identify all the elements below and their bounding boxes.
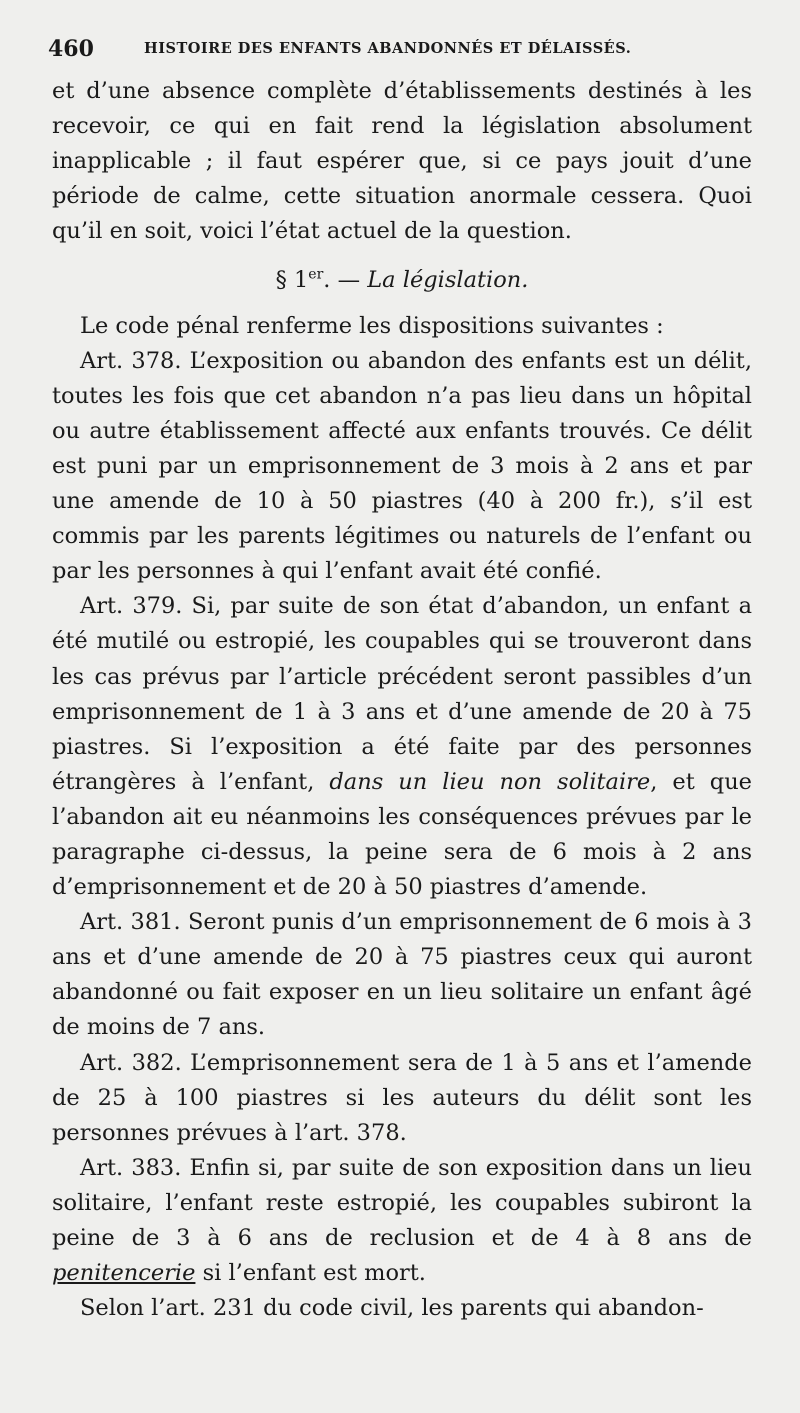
paragraph-art-382: Art. 382. L’emprisonnement sera de 1 à 5 ans et l’amende de 25 à 100 piastres si les auteurs du délit sont les personnes prévues à l’art. 378. [52, 1049, 752, 1146]
section-heading [52, 263, 752, 298]
art-379-text-b: , et que l’abandon ait eu néanmoins les conséquences prévues par le paragraphe ci-dessus, la peine sera de 6 mois à 2 ans d’emprisonnement et de 20 à 50 piastres d’amende. [52, 768, 752, 901]
paragraph-code-civil: Selon l’art. 231 du code civil, les parents qui abandon- [80, 1295, 704, 1322]
paragraph-code-penal: Le code pénal renferme les dispositions suivantes : [80, 312, 664, 339]
running-title: HISTOIRE DES ENFANTS ABANDONNÉS ET DÉLAISSÉS. [144, 40, 632, 57]
page-number: 460 [48, 36, 94, 62]
section-title: La législation. [367, 267, 529, 294]
paragraph-art-378: Art. 378. L’exposition ou abandon des enfants est un délit, toutes les fois que cet abandon n’a pas lieu dans un hôpital ou autre établissement affecté aux enfants trouvés. Ce délit est puni par un emprisonnement de 3 mois à 2 ans et par une amende de 10 à 50 piastres (40 à 200 fr.), s’il est commis par les parents légitimes ou naturels de l’enfant ou par les personnes à qui l’enfant avait été confié. [52, 347, 752, 585]
section-superscript: er [308, 266, 324, 283]
section-separator: . — [323, 267, 368, 294]
art-379-text-a: Art. 379. Si, par suite de son état d’abandon, un enfant a été mutilé ou estropié, les coupables qui se trouveront dans les cas prévus par l’article précédent seront passibles d’un emprisonnement de 1 à 3 ans et d’une amende de 20 à 75 piastres. Si l’exposition a été faite par des personnes étrangères à l’enfant, [52, 593, 752, 795]
art-383-text-a: Art. 383. Enfin si, par suite de son exposition dans un lieu solitaire, l’enfant reste estropié, les coupables subiront la peine de 3 à 6 ans de reclusion et de 4 à 8 ans de [52, 1154, 752, 1251]
art-379-italic: dans un lieu non solitaire [329, 768, 651, 795]
paragraph-art-381: Art. 381. Seront punis d’un emprisonnement de 6 mois à 3 ans et d’une amende de 20 à 75 piastres ceux qui auront abandonné ou fait exposer en un lieu solitaire un enfant âgé de moins de 7 ans. [52, 909, 752, 1041]
paragraph-intro: et d’une absence complète d’établissements destinés à les recevoir, ce qui en fait rend la législation absolument inapplicable ; il faut espérer que, si ce pays jouit d’une période de calme, cette situation anormale cessera. Quoi qu’il en soit, voici l’état actuel de la question. [52, 78, 752, 245]
page-header [48, 36, 748, 62]
paragraph-art-383 [52, 1151, 752, 1291]
art-383-italic: penitencerie [52, 1260, 196, 1287]
section-sign: § 1 [275, 267, 309, 294]
art-383-text-b: si l’enfant est mort. [195, 1260, 426, 1287]
body-text [52, 74, 752, 1326]
paragraph-art-379 [52, 589, 752, 905]
